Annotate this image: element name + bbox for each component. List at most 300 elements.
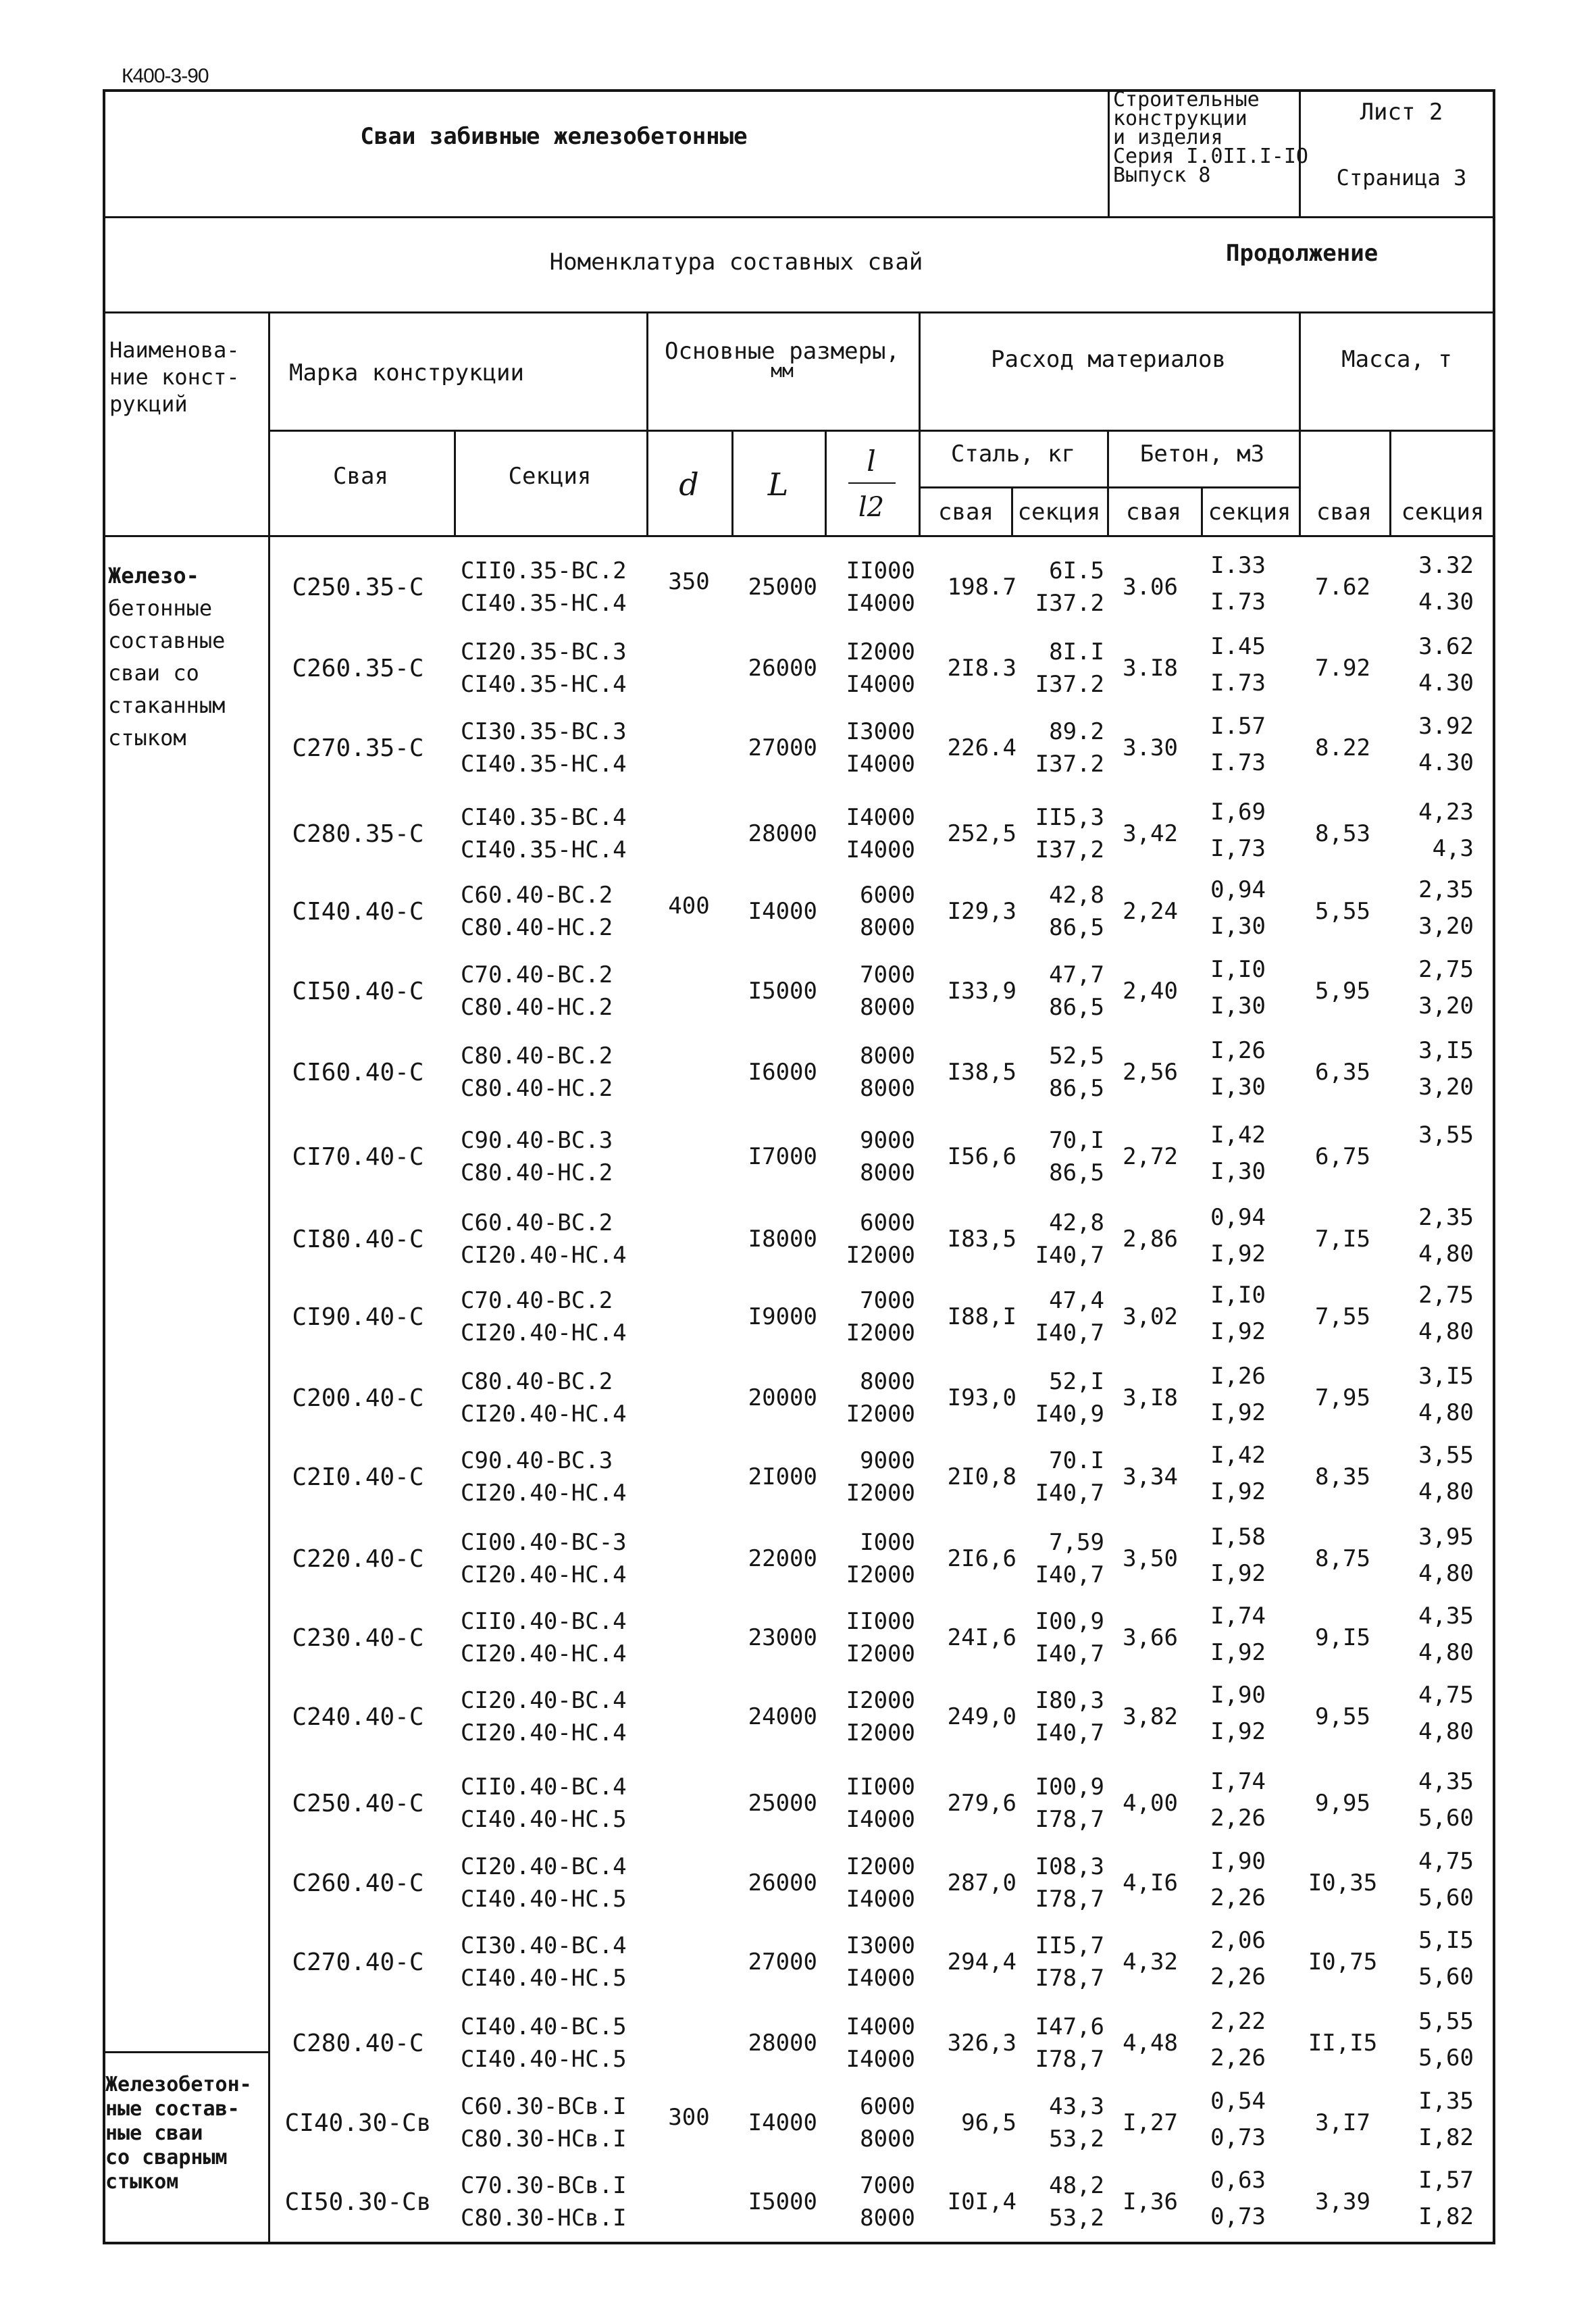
steel-section-top: 70,I (1049, 1127, 1104, 1154)
steel-section-top: 8I.I (1049, 638, 1104, 665)
col-mass-section: секция (1401, 499, 1485, 526)
steel-pile: 2I6,6 (947, 1545, 1016, 1572)
col-name-3: рукций (109, 391, 188, 417)
steel-section-top: 7,59 (1049, 1529, 1104, 1556)
pile-length: I5000 (748, 2188, 817, 2215)
mass-pile: 7,I5 (1315, 1226, 1370, 1253)
section-mark-top: С70.40-ВС.2 (461, 1287, 613, 1314)
section-length-top: 6000 (860, 882, 915, 909)
rule (646, 311, 648, 535)
col-l2: l2 (858, 492, 885, 523)
concrete-section-bottom: I,92 (1210, 1718, 1266, 1745)
steel-pile: 2I0,8 (947, 1463, 1016, 1490)
pile-length: I8000 (748, 1226, 817, 1253)
steel-pile: I83,5 (947, 1226, 1016, 1253)
concrete-section-bottom: I.73 (1210, 670, 1266, 697)
section-mark-bottom: СI20.40-НС.4 (461, 1480, 627, 1507)
pile-mark: С250.35-С (292, 574, 424, 601)
pile-length: I5000 (748, 978, 817, 1005)
concrete-section-top: I.57 (1210, 713, 1266, 740)
mass-section-bottom: 4,80 (1418, 1240, 1474, 1267)
mass-section-top: 3.32 (1418, 552, 1474, 579)
series-line-1: Строительные (1113, 88, 1260, 111)
section-length-bottom: 8000 (860, 1075, 915, 1102)
mass-section-bottom: 4,80 (1418, 1560, 1474, 1587)
section-length-top: 8000 (860, 1368, 915, 1395)
pile-mark: СI70.40-С (292, 1143, 424, 1171)
concrete-pile: 3,66 (1123, 1624, 1178, 1651)
section-mark-bottom: СI20.40-НС.4 (461, 1401, 627, 1428)
mass-pile: 8.22 (1315, 734, 1370, 761)
steel-section-bottom: 86,5 (1049, 914, 1104, 941)
section-mark-top: С60.40-ВС.2 (461, 1209, 613, 1236)
concrete-pile: 3,I8 (1123, 1384, 1178, 1411)
section-mark-bottom: СI40.35-НС.4 (461, 590, 627, 617)
section-length-bottom: I2000 (846, 1319, 915, 1347)
rule (1389, 430, 1391, 535)
concrete-section-bottom: I,92 (1210, 1240, 1266, 1267)
section-mark-bottom: С80.40-НС.2 (461, 1075, 613, 1102)
steel-section-top: 42,8 (1049, 882, 1104, 909)
pile-length: I4000 (748, 2109, 817, 2136)
pile-mark: СI40.40-С (292, 898, 424, 926)
mass-section-top: 3.62 (1418, 633, 1474, 660)
concrete-pile: 2,72 (1123, 1143, 1178, 1170)
mass-section-bottom: 4,80 (1418, 1478, 1474, 1505)
concrete-section-bottom: 2,26 (1210, 1884, 1266, 1911)
section-mark-top: СI40.40-ВС.5 (461, 2013, 627, 2040)
document-title: Сваи забивные железобетонные (360, 123, 748, 150)
section-mark-bottom: СI40.35-НС.4 (461, 836, 627, 863)
concrete-section-top: I,42 (1210, 1122, 1266, 1149)
section-length-top: I4000 (846, 804, 915, 831)
steel-pile: 226.4 (947, 734, 1016, 761)
mass-section-top: 2,75 (1418, 956, 1474, 983)
steel-section-top: 48,2 (1049, 2172, 1104, 2199)
concrete-section-top: 0,94 (1210, 1204, 1266, 1231)
section-mark-bottom: СI20.40-НС.4 (461, 1242, 627, 1269)
steel-pile: 326,3 (947, 2030, 1016, 2057)
concrete-section-top: I,26 (1210, 1363, 1266, 1390)
section-length-top: II000 (846, 1774, 915, 1801)
col-name-1: Наименова- (109, 337, 240, 363)
section-mark-top: СI20.40-ВС.4 (461, 1687, 627, 1714)
steel-pile: 96,5 (961, 2109, 1016, 2136)
mass-pile: 7,55 (1315, 1303, 1370, 1330)
table-title: Номенклатура составных свай (549, 249, 923, 276)
concrete-section-top: 0,94 (1210, 876, 1266, 903)
concrete-section-bottom: I,30 (1210, 913, 1266, 940)
col-materials: Расход материалов (991, 346, 1226, 373)
concrete-section-bottom: I,92 (1210, 1639, 1266, 1666)
pile-length: I4000 (748, 898, 817, 925)
section-length-bottom: 8000 (860, 2126, 915, 2153)
steel-pile: I93,0 (947, 1384, 1016, 1411)
mass-section-top: 5,55 (1418, 2008, 1474, 2035)
concrete-pile: 2,40 (1123, 978, 1178, 1005)
section-mark-bottom: СI20.40-НС.4 (461, 1719, 627, 1746)
mass-section-bottom: 5,60 (1418, 1884, 1474, 1911)
mass-pile: 8,35 (1315, 1463, 1370, 1490)
steel-section-top: I08,3 (1035, 1853, 1104, 1880)
section-mark-bottom: С80.40-НС.2 (461, 994, 613, 1021)
col-section: Секция (508, 463, 592, 490)
section-mark-bottom: С80.30-НСв.I (461, 2126, 627, 2153)
section-mark-top: СI20.35-ВС.3 (461, 638, 627, 665)
mass-section-top: 4,75 (1418, 1848, 1474, 1875)
mass-section-top: 4,35 (1418, 1603, 1474, 1630)
concrete-pile: 3,50 (1123, 1545, 1178, 1572)
category-1-line-2: бетонные (108, 595, 213, 621)
mass-section-bottom: 4,80 (1418, 1399, 1474, 1426)
col-steel-section: секция (1017, 499, 1101, 526)
mass-pile: I0,35 (1308, 1869, 1378, 1896)
section-length-top: II000 (846, 557, 915, 584)
col-mass-pile: свая (1316, 499, 1372, 526)
mass-section-bottom: 4,80 (1418, 1318, 1474, 1345)
section-mark-top: С60.40-ВС.2 (461, 882, 613, 909)
mass-pile: 5,95 (1315, 978, 1370, 1005)
section-length-bottom: I4000 (846, 1806, 915, 1833)
section-length-bottom: I4000 (846, 590, 915, 617)
steel-section-top: 43,3 (1049, 2093, 1104, 2120)
section-length-top: 6000 (860, 1209, 915, 1236)
pile-length: I9000 (748, 1303, 817, 1330)
section-mark-top: С80.40-ВС.2 (461, 1042, 613, 1070)
section-mark-bottom: С80.30-НСв.I (461, 2205, 627, 2232)
pile-mark: С260.40-С (292, 1869, 424, 1897)
section-mark-top: СI00.40-ВС-3 (461, 1529, 627, 1556)
concrete-pile: 4,48 (1123, 2030, 1178, 2057)
mass-section-top: 3.92 (1418, 713, 1474, 740)
steel-section-bottom: 53,2 (1049, 2205, 1104, 2232)
concrete-section-bottom: I,30 (1210, 992, 1266, 1020)
rule (1108, 89, 1110, 216)
mass-pile: 6,75 (1315, 1143, 1370, 1170)
rule (1107, 430, 1109, 535)
section-length-bottom: I2000 (846, 1401, 915, 1428)
concrete-section-top: I,90 (1210, 1848, 1266, 1875)
section-mark-top: СI20.40-ВС.4 (461, 1853, 627, 1880)
category-2-line-4: со сварным (105, 2146, 228, 2169)
section-mark-bottom: СI40.40-НС.5 (461, 1806, 627, 1833)
pile-mark: СI40.30-Св (284, 2109, 432, 2137)
section-length-bottom: 8000 (860, 1159, 915, 1186)
col-dims-2: мм (771, 359, 794, 382)
steel-section-bottom: I78,7 (1035, 2046, 1104, 2073)
mass-pile: 3,39 (1315, 2188, 1370, 2215)
steel-section-top: 52,5 (1049, 1042, 1104, 1070)
col-pile: Свая (333, 463, 388, 490)
mass-section-top: 2,35 (1418, 1204, 1474, 1231)
concrete-pile: 3,42 (1123, 820, 1178, 847)
rule (1011, 486, 1013, 535)
series-line-5: Выпуск 8 (1113, 164, 1211, 187)
concrete-section-top: I,74 (1210, 1603, 1266, 1630)
steel-section-top: I47,6 (1035, 2013, 1104, 2040)
section-length-top: I2000 (846, 1853, 915, 1880)
concrete-section-bottom: 2,26 (1210, 1805, 1266, 1832)
section-mark-top: СI40.35-ВС.4 (461, 804, 627, 831)
pile-length: 24000 (748, 1703, 817, 1730)
steel-section-bottom: 53,2 (1049, 2126, 1104, 2153)
steel-pile: 294,4 (947, 1948, 1016, 1976)
section-length-bottom: I2000 (846, 1480, 915, 1507)
pile-mark: С250.40-С (292, 1790, 424, 1817)
pile-length: I6000 (748, 1059, 817, 1086)
steel-section-top: 42,8 (1049, 1209, 1104, 1236)
col-L: L (767, 466, 789, 503)
section-length-top: 7000 (860, 961, 915, 988)
pile-length: 28000 (748, 820, 817, 847)
pile-mark: С280.35-С (292, 820, 424, 848)
pile-mark: С220.40-С (292, 1545, 424, 1573)
section-mark-top: С80.40-ВС.2 (461, 1368, 613, 1395)
category-1-line-1: Железо- (108, 563, 199, 588)
pile-mark: С280.40-С (292, 2030, 424, 2057)
concrete-section-bottom: I,92 (1210, 1318, 1266, 1345)
steel-pile: 24I,6 (947, 1624, 1016, 1651)
mass-section-bottom: 4.30 (1418, 588, 1474, 615)
concrete-section-bottom: 2,26 (1210, 1963, 1266, 1990)
pile-mark: С240.40-С (292, 1703, 424, 1731)
section-length-bottom: 8000 (860, 914, 915, 941)
steel-section-top: I00,9 (1035, 1608, 1104, 1635)
col-steel-pile: свая (938, 499, 994, 526)
steel-pile: 287,0 (947, 1869, 1016, 1896)
steel-section-bottom: I37.2 (1035, 751, 1104, 778)
category-2-line-1: Железобетон- (105, 2073, 252, 2096)
mass-section-top: 4,23 (1418, 799, 1474, 826)
steel-section-top: II5,7 (1035, 1932, 1104, 1959)
series-line-3: и изделия (1113, 126, 1223, 149)
mass-section-bottom: I,82 (1418, 2124, 1474, 2151)
pile-length: 27000 (748, 734, 817, 761)
section-mark-top: С70.40-ВС.2 (461, 961, 613, 988)
concrete-section-top: I,58 (1210, 1524, 1266, 1551)
section-length-top: 7000 (860, 2172, 915, 2199)
mass-section-top: 3,55 (1418, 1442, 1474, 1469)
col-dims-1: Основные размеры, (665, 338, 900, 365)
concrete-pile: 4,32 (1123, 1948, 1178, 1976)
pile-length: 26000 (748, 1869, 817, 1896)
section-length-bottom: I2000 (846, 1242, 915, 1269)
section-mark-bottom: СI40.35-НС.4 (461, 671, 627, 698)
pile-length: 2I000 (748, 1463, 817, 1490)
section-mark-bottom: С80.40-НС.2 (461, 914, 613, 941)
section-length-bottom: I2000 (846, 1719, 915, 1746)
section-length-top: 8000 (860, 1042, 915, 1070)
mass-pile: I0,75 (1308, 1948, 1378, 1976)
steel-section-bottom: I37.2 (1035, 590, 1104, 617)
mass-pile: II,I5 (1308, 2030, 1378, 2057)
mass-section-bottom: 4,80 (1418, 1639, 1474, 1666)
sheet-number: Лист 2 (1360, 99, 1443, 126)
steel-section-bottom: I78,7 (1035, 1886, 1104, 1913)
concrete-section-top: 0,63 (1210, 2167, 1266, 2194)
rule (825, 430, 827, 535)
steel-section-bottom: I40,7 (1035, 1640, 1104, 1667)
concrete-section-top: 0,54 (1210, 2088, 1266, 2115)
section-mark-top: СI30.40-ВС.4 (461, 1932, 627, 1959)
mass-section-top: 3,55 (1418, 1122, 1474, 1149)
concrete-section-bottom: I,92 (1210, 1478, 1266, 1505)
mass-section-bottom: 3,20 (1418, 1074, 1474, 1101)
concrete-section-top: I,69 (1210, 799, 1266, 826)
mass-section-top: 4,35 (1418, 1768, 1474, 1795)
concrete-section-top: 2,06 (1210, 1927, 1266, 1954)
steel-section-bottom: I40,7 (1035, 1242, 1104, 1269)
concrete-section-top: 2,22 (1210, 2008, 1266, 2035)
section-length-bottom: I4000 (846, 671, 915, 698)
section-mark-top: С90.40-ВС.3 (461, 1127, 613, 1154)
mass-section-bottom: 4.30 (1418, 749, 1474, 776)
steel-section-top: 89.2 (1049, 718, 1104, 745)
concrete-pile: 3.I8 (1123, 655, 1178, 682)
rule (103, 311, 1495, 313)
rule (919, 311, 921, 535)
mass-section-top: I,57 (1418, 2167, 1474, 2194)
section-length-top: I4000 (846, 2013, 915, 2040)
steel-pile: I33,9 (947, 978, 1016, 1005)
concrete-pile: 4,00 (1123, 1790, 1178, 1817)
mass-pile: 3,I7 (1315, 2109, 1370, 2136)
mass-pile: 9,95 (1315, 1790, 1370, 1817)
section-mark-top: С90.40-ВС.3 (461, 1447, 613, 1474)
steel-section-bottom: I40,9 (1035, 1401, 1104, 1428)
mass-section-bottom: 4,3 (1432, 835, 1474, 862)
concrete-pile: 3,34 (1123, 1463, 1178, 1490)
section-mark-top: СII0.35-ВС.2 (461, 557, 627, 584)
steel-section-top: 47,4 (1049, 1287, 1104, 1314)
section-mark-top: СI30.35-ВС.3 (461, 718, 627, 745)
mass-pile: 7,95 (1315, 1384, 1370, 1411)
section-length-bottom: I4000 (846, 1965, 915, 1992)
mass-section-top: 3,I5 (1418, 1037, 1474, 1064)
section-mark-bottom: СI40.40-НС.5 (461, 2046, 627, 2073)
category-2-line-3: ные сваи (105, 2121, 203, 2145)
pile-mark: СI50.40-С (292, 978, 424, 1005)
steel-pile: I38,5 (947, 1059, 1016, 1086)
concrete-section-bottom: I.73 (1210, 588, 1266, 615)
mass-pile: 6,35 (1315, 1059, 1370, 1086)
mass-section-top: 5,I5 (1418, 1927, 1474, 1954)
section-mark-bottom: СI20.40-НС.4 (461, 1561, 627, 1588)
pile-mark: С200.40-С (292, 1384, 424, 1412)
category-1-line-3: составные (108, 628, 226, 653)
section-length-top: I2000 (846, 638, 915, 665)
steel-section-bottom: I78,7 (1035, 1965, 1104, 1992)
mass-section-top: 3,95 (1418, 1524, 1474, 1551)
rule (731, 430, 733, 535)
section-length-top: I3000 (846, 718, 915, 745)
section-mark-top: С60.30-ВСв.I (461, 2093, 627, 2120)
section-mark-top: СII0.40-ВС.4 (461, 1608, 627, 1635)
section-length-bottom: I2000 (846, 1640, 915, 1667)
steel-section-top: II5,3 (1035, 804, 1104, 831)
section-length-top: II000 (846, 1608, 915, 1635)
pile-mark: СI80.40-С (292, 1226, 424, 1253)
concrete-section-top: I,I0 (1210, 1282, 1266, 1309)
steel-pile: 198.7 (947, 574, 1016, 601)
section-mark-bottom: С80.40-НС.2 (461, 1159, 613, 1186)
concrete-section-top: I.45 (1210, 633, 1266, 660)
col-concrete-pile: свая (1126, 499, 1181, 526)
category-2-line-2: ные состав- (105, 2097, 240, 2121)
steel-section-top: 47,7 (1049, 961, 1104, 988)
mass-section-bottom: 3,20 (1418, 992, 1474, 1020)
pile-length: 23000 (748, 1624, 817, 1651)
rule (268, 311, 270, 2244)
pile-mark: СI50.30-Св (284, 2188, 432, 2216)
concrete-section-top: I,26 (1210, 1037, 1266, 1064)
section-length-bottom: I2000 (846, 1561, 915, 1588)
steel-section-top: I00,9 (1035, 1774, 1104, 1801)
mass-pile: 5,55 (1315, 898, 1370, 925)
col-concrete: Бетон, м3 (1139, 441, 1265, 468)
concrete-pile: 2,86 (1123, 1226, 1178, 1253)
section-length-top: I2000 (846, 1687, 915, 1714)
pile-length: 20000 (748, 1384, 817, 1411)
mass-pile: 8,53 (1315, 820, 1370, 847)
diameter: 350 (668, 568, 710, 595)
category-1-line-5: стаканным (108, 693, 226, 718)
steel-pile: I88,I (947, 1303, 1016, 1330)
section-length-bottom: I4000 (846, 751, 915, 778)
mass-section-top: I,35 (1418, 2088, 1474, 2115)
concrete-section-bottom: I.73 (1210, 749, 1266, 776)
section-length-bottom: I4000 (846, 2046, 915, 2073)
section-length-bottom: I4000 (846, 1886, 915, 1913)
steel-pile: I0I,4 (947, 2188, 1016, 2215)
section-mark-bottom: СI20.40-НС.4 (461, 1640, 627, 1667)
pile-mark: С270.40-С (292, 1948, 424, 1976)
steel-section-bottom: I78,7 (1035, 1806, 1104, 1833)
pile-mark: СI90.40-С (292, 1303, 424, 1331)
steel-section-bottom: I37,2 (1035, 836, 1104, 863)
section-mark-bottom: СI40.40-НС.5 (461, 1886, 627, 1913)
mass-section-bottom: 5,60 (1418, 1963, 1474, 1990)
steel-section-top: 70.I (1049, 1447, 1104, 1474)
continuation-label: Продолжение (1226, 240, 1379, 267)
concrete-pile: 3,82 (1123, 1703, 1178, 1730)
page-number: Страница 3 (1336, 165, 1467, 191)
mass-pile: 9,I5 (1315, 1624, 1370, 1651)
steel-section-bottom: I37.2 (1035, 671, 1104, 698)
section-mark-top: СII0.40-ВС.4 (461, 1774, 627, 1801)
mass-section-bottom: 5,60 (1418, 2044, 1474, 2071)
section-length-top: 9000 (860, 1447, 915, 1474)
col-name-2: ние конст- (109, 364, 240, 390)
steel-section-bottom: I40,7 (1035, 1719, 1104, 1746)
steel-section-bottom: 86,5 (1049, 1159, 1104, 1186)
section-mark-bottom: СI40.40-НС.5 (461, 1965, 627, 1992)
steel-section-bottom: 86,5 (1049, 994, 1104, 1021)
col-steel: Сталь, кг (950, 441, 1076, 468)
pile-length: 22000 (748, 1545, 817, 1572)
col-d: d (679, 466, 699, 503)
mass-pile: 8,75 (1315, 1545, 1370, 1572)
concrete-pile: 3.06 (1123, 574, 1178, 601)
rule (1299, 311, 1301, 535)
section-length-top: I000 (860, 1529, 915, 1556)
pile-length: 28000 (748, 2030, 817, 2057)
steel-pile: 279,6 (947, 1790, 1016, 1817)
col-mass: Масса, т (1341, 346, 1452, 373)
col-mark: Марка конструкции (289, 359, 524, 386)
mass-section-top: 2,35 (1418, 876, 1474, 903)
steel-section-bottom: I40,7 (1035, 1480, 1104, 1507)
